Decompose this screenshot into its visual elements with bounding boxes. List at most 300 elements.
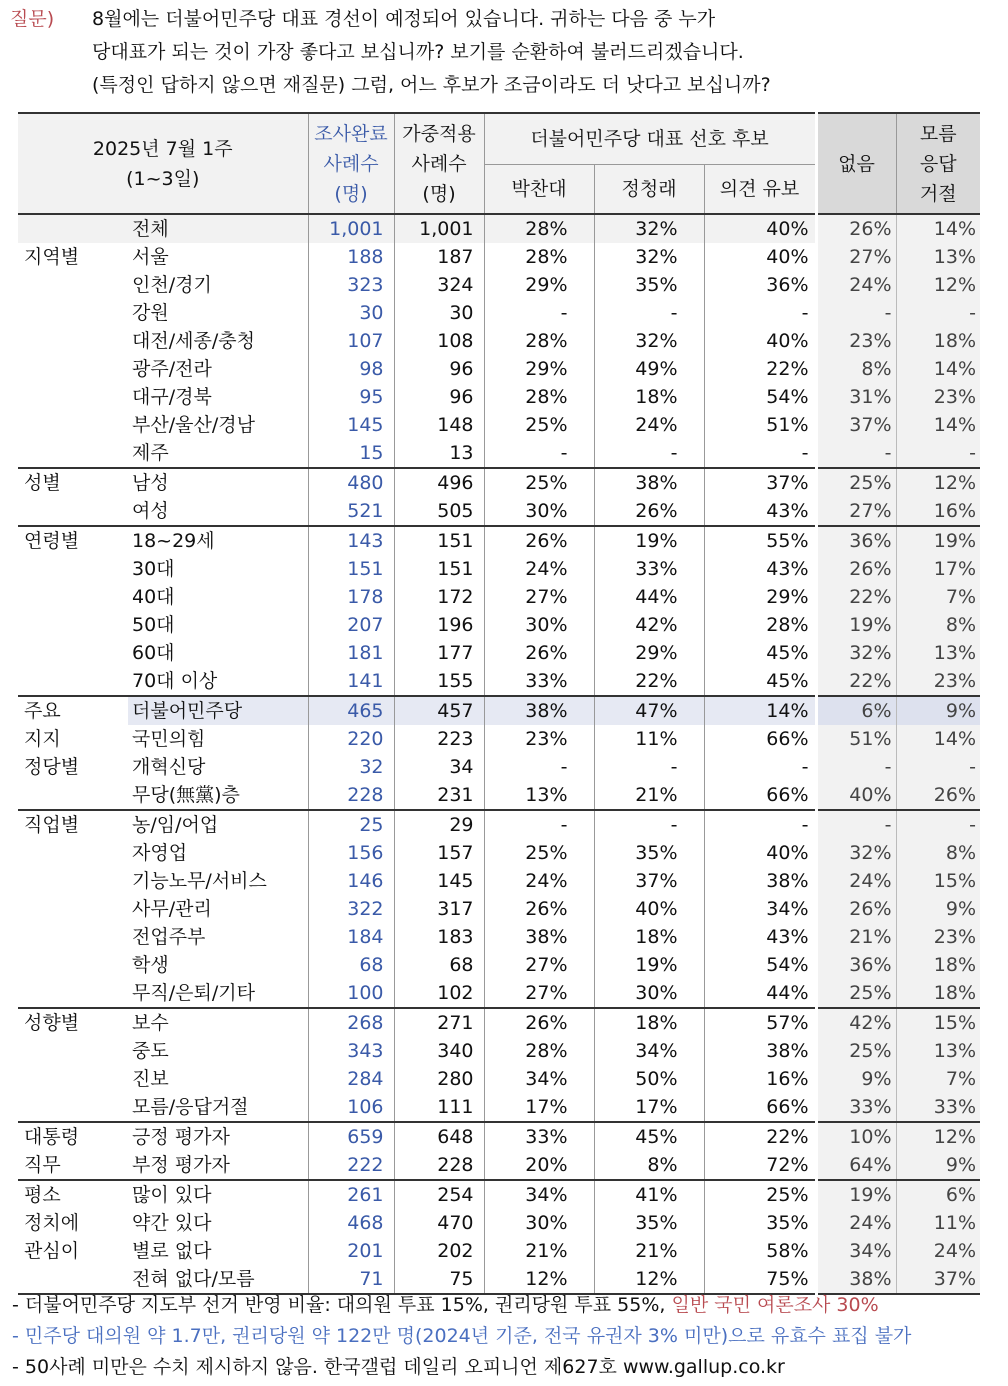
park-pct-cell: 24% [484, 555, 594, 583]
none-pct-cell: - [816, 439, 896, 468]
sample-weighted-cell: 111 [394, 1093, 484, 1122]
sample-done-cell: 98 [308, 355, 394, 383]
park-pct-cell: - [484, 753, 594, 781]
candidate-header-reserved: 의견 유보 [704, 165, 816, 215]
row-label: 대전/세종/충청 [132, 330, 255, 352]
park-pct-cell: 28% [484, 327, 594, 355]
reserved-pct-cell: 45% [704, 639, 816, 667]
jung-pct-cell: 33% [594, 555, 704, 583]
jung-pct-cell: 45% [594, 1122, 704, 1151]
none-pct-cell: 8% [816, 355, 896, 383]
reserved-pct-cell: 14% [704, 696, 816, 725]
sample-done-cell: 178 [308, 583, 394, 611]
jung-pct-cell: 32% [594, 214, 704, 243]
unknown-pct-cell: - [896, 753, 980, 781]
table-header [18, 113, 980, 214]
park-pct-cell: 26% [484, 526, 594, 555]
sample-weighted-cell: 196 [394, 611, 484, 639]
sample-weighted-cell: 470 [394, 1209, 484, 1237]
unknown-pct-cell: 18% [896, 979, 980, 1008]
none-pct-cell: 24% [816, 867, 896, 895]
sample-done-cell: 343 [308, 1037, 394, 1065]
reserved-pct-cell: 66% [704, 781, 816, 810]
row-group-label [18, 355, 128, 383]
none-pct-cell: 64% [816, 1151, 896, 1180]
table-row [18, 526, 980, 555]
jung-pct-cell: 38% [594, 468, 704, 497]
reserved-pct-cell: - [704, 299, 816, 327]
sample-done-cell: 95 [308, 383, 394, 411]
unknown-pct-cell: 15% [896, 1008, 980, 1037]
none-pct-cell: 10% [816, 1122, 896, 1151]
sample-done-cell: 521 [308, 497, 394, 526]
park-pct-cell: 26% [484, 895, 594, 923]
question-label: 질문) [10, 8, 55, 30]
footnotes [12, 1290, 1002, 1383]
sample-done-cell: 480 [308, 468, 394, 497]
candidate-header-jung: 정청래 [594, 165, 704, 215]
jung-pct-cell: 18% [594, 1008, 704, 1037]
table-row [18, 725, 980, 753]
sample-done-cell: 181 [308, 639, 394, 667]
row-label: 제주 [128, 439, 308, 468]
reserved-pct-cell: 29% [704, 583, 816, 611]
park-pct-cell: 17% [484, 1093, 594, 1122]
row-group-label: 성별 [24, 472, 61, 494]
sample-weighted-cell: 96 [394, 383, 484, 411]
sample-done-cell: 322 [308, 895, 394, 923]
row-label: 전체 [132, 218, 169, 240]
footnote-1-highlight: 일반 국민 여론조사 30% [671, 1294, 879, 1316]
park-pct-cell: 33% [484, 667, 594, 696]
reserved-pct-cell: 66% [704, 725, 816, 753]
reserved-pct-cell: 43% [704, 497, 816, 526]
row-label: 70대 이상 [128, 667, 308, 696]
jung-pct-cell: 32% [594, 327, 704, 355]
unknown-pct-cell: 13% [896, 243, 980, 271]
row-label: 부정 평가자 [128, 1151, 308, 1180]
none-pct-cell: - [816, 299, 896, 327]
none-pct-cell: 22% [816, 583, 896, 611]
table-row [18, 867, 980, 895]
row-label: 50대 [132, 614, 175, 636]
sample-done-cell: 220 [308, 725, 394, 753]
sample-done-cell: 68 [308, 951, 394, 979]
table-row [18, 979, 980, 1008]
sample-done-cell: 222 [308, 1151, 394, 1180]
row-label: 중도 [132, 1040, 169, 1062]
none-pct-cell: 42% [816, 1008, 896, 1037]
unknown-pct-cell: 23% [896, 923, 980, 951]
row-group-label [18, 1093, 128, 1122]
sample-done-cell: 141 [308, 667, 394, 696]
sample-weighted-cell: 34 [394, 753, 484, 781]
park-pct-cell: - [484, 810, 594, 839]
none-pct-cell: 24% [816, 271, 896, 299]
unknown-pct-cell: 19% [896, 526, 980, 555]
row-label: 광주/전라 [132, 358, 212, 380]
reserved-pct-cell: 45% [704, 667, 816, 696]
row-group-label [18, 667, 128, 696]
row-label: 학생 [132, 954, 169, 976]
sample-weighted-cell: 228 [394, 1151, 484, 1180]
none-pct-cell: - [816, 753, 896, 781]
row-label: 농/임/어업 [132, 814, 219, 836]
jung-pct-cell: 47% [594, 696, 704, 725]
sample-done-cell: 659 [308, 1122, 394, 1151]
row-group-label [18, 583, 128, 611]
reserved-pct-cell: 22% [704, 1122, 816, 1151]
row-label: 강원 [132, 302, 169, 324]
sample-done-cell: 1,001 [308, 214, 394, 243]
row-group-label [18, 979, 128, 1008]
jung-pct-cell: 11% [594, 725, 704, 753]
candidate-group-header: 더불어민주당 대표 선호 후보 [484, 113, 816, 165]
jung-pct-cell: 37% [594, 867, 704, 895]
none-pct-cell: 38% [816, 1265, 896, 1294]
sample-weighted-cell: 317 [394, 895, 484, 923]
table-row [18, 667, 980, 696]
sample-done-cell: 107 [308, 327, 394, 355]
unknown-pct-cell: 23% [896, 667, 980, 696]
park-pct-cell: 26% [484, 639, 594, 667]
row-label: 여성 [128, 497, 308, 526]
sample-weighted-h3: (명) [422, 182, 456, 205]
reserved-pct-cell: 22% [704, 355, 816, 383]
reserved-pct-cell: 28% [704, 611, 816, 639]
row-group-label: 평소 [24, 1184, 61, 1206]
unknown-header [896, 113, 980, 214]
park-pct-cell: 28% [484, 383, 594, 411]
reserved-pct-cell: 43% [704, 555, 816, 583]
sample-done-cell: 15 [308, 439, 394, 468]
row-group-label: 지역별 [24, 246, 80, 268]
sample-done-cell: 145 [308, 411, 394, 439]
table-row [18, 753, 980, 781]
park-pct-cell: 13% [484, 781, 594, 810]
row-group-label [18, 1037, 128, 1065]
sample-done-h2: 사례수 [323, 152, 379, 175]
park-pct-cell: 28% [484, 243, 594, 271]
row-label: 무직/은퇴/기타 [128, 979, 308, 1008]
sample-weighted-cell: 148 [394, 411, 484, 439]
reserved-pct-cell: 57% [704, 1008, 816, 1037]
row-group-label [18, 1065, 128, 1093]
unknown-pct-cell: 12% [896, 1122, 980, 1151]
reserved-pct-cell: 75% [704, 1265, 816, 1294]
row-group-label [18, 383, 128, 411]
park-pct-cell: 25% [484, 839, 594, 867]
park-pct-cell: 38% [484, 696, 594, 725]
sample-done-cell: 207 [308, 611, 394, 639]
sample-done-cell: 106 [308, 1093, 394, 1122]
none-pct-cell: 32% [816, 639, 896, 667]
sample-done-cell: 284 [308, 1065, 394, 1093]
row-label: 별로 없다 [132, 1240, 212, 1262]
row-group-label [18, 867, 128, 895]
sample-weighted-cell: 145 [394, 867, 484, 895]
table-row [18, 327, 980, 355]
park-pct-cell: - [484, 439, 594, 468]
none-pct-cell: 22% [816, 667, 896, 696]
jung-pct-cell: 30% [594, 979, 704, 1008]
jung-pct-cell: - [594, 299, 704, 327]
none-pct-cell: - [816, 810, 896, 839]
table-row [18, 214, 980, 243]
sample-done-header [308, 113, 394, 214]
sample-weighted-cell: 648 [394, 1122, 484, 1151]
row-label: 국민의힘 [132, 728, 206, 750]
row-group-label: 연령별 [24, 530, 80, 552]
table-row [18, 639, 980, 667]
jung-pct-cell: 24% [594, 411, 704, 439]
table-row [18, 696, 980, 725]
none-pct-cell: 34% [816, 1237, 896, 1265]
unknown-pct-cell: 18% [896, 327, 980, 355]
unknown-pct-cell: - [896, 810, 980, 839]
table-row [18, 555, 980, 583]
sample-weighted-cell: 108 [394, 327, 484, 355]
row-label: 약간 있다 [132, 1212, 212, 1234]
sample-weighted-cell: 157 [394, 839, 484, 867]
reserved-pct-cell: 40% [704, 839, 816, 867]
row-group-label: 직업별 [24, 814, 80, 836]
unknown-pct-cell: - [896, 439, 980, 468]
sample-weighted-cell: 75 [394, 1265, 484, 1294]
sample-done-cell: 323 [308, 271, 394, 299]
unknown-h2: 응답 [919, 152, 957, 175]
jung-pct-cell: 40% [594, 895, 704, 923]
row-group-label: 대통령 [24, 1126, 80, 1148]
jung-pct-cell: 44% [594, 583, 704, 611]
jung-pct-cell: 17% [594, 1093, 704, 1122]
row-label: 기능노무/서비스 [132, 870, 267, 892]
sample-done-cell: 465 [308, 696, 394, 725]
table-row [18, 1093, 980, 1122]
park-pct-cell: 25% [484, 411, 594, 439]
sample-weighted-h1: 가중적용 [402, 122, 476, 145]
none-pct-cell: 27% [816, 243, 896, 271]
park-pct-cell: 21% [484, 1237, 594, 1265]
unknown-pct-cell: 13% [896, 639, 980, 667]
period-line-1: 2025년 7월 1주 [92, 137, 233, 160]
reserved-pct-cell: 40% [704, 327, 816, 355]
none-pct-cell: 9% [816, 1065, 896, 1093]
park-pct-cell: 38% [484, 923, 594, 951]
sample-weighted-h2: 사례수 [411, 152, 467, 175]
question-line-1: 8월에는 더불어민주당 대표 경선이 예정되어 있습니다. 귀하는 다음 중 누가 [92, 8, 716, 30]
sample-done-cell: 184 [308, 923, 394, 951]
table-row [18, 243, 980, 271]
row-label: 개혁신당 [132, 756, 206, 778]
row-group-label [18, 555, 128, 583]
table-row [18, 355, 980, 383]
sample-weighted-cell: 151 [394, 555, 484, 583]
period-header [18, 113, 308, 214]
row-label: 모름/응답거절 [128, 1093, 308, 1122]
park-pct-cell: - [484, 299, 594, 327]
sample-weighted-cell: 223 [394, 725, 484, 753]
footnote-2: - 민주당 대의원 약 1.7만, 권리당원 약 122만 명(2024년 기준, 전국 유권자 3% 미만)으로 유효수 표집 불가 [12, 1325, 912, 1347]
park-pct-cell: 26% [484, 1008, 594, 1037]
sample-weighted-cell: 271 [394, 1008, 484, 1037]
jung-pct-cell: 35% [594, 271, 704, 299]
none-pct-cell: 24% [816, 1209, 896, 1237]
row-label: 서울 [132, 246, 169, 268]
table-row [18, 951, 980, 979]
unknown-pct-cell: - [896, 299, 980, 327]
jung-pct-cell: 8% [594, 1151, 704, 1180]
row-group-label: 주요 [24, 700, 61, 722]
row-group-label: 정당별 [24, 756, 80, 778]
table-row [18, 1122, 980, 1151]
sample-weighted-cell: 183 [394, 923, 484, 951]
reserved-pct-cell: 34% [704, 895, 816, 923]
sample-done-cell: 100 [308, 979, 394, 1008]
park-pct-cell: 28% [484, 214, 594, 243]
row-group-label: 지지 [24, 728, 61, 750]
sample-done-cell: 32 [308, 753, 394, 781]
park-pct-cell: 27% [484, 951, 594, 979]
park-pct-cell: 30% [484, 1209, 594, 1237]
reserved-pct-cell: - [704, 810, 816, 839]
row-label: 전혀 없다/모름 [128, 1265, 308, 1294]
unknown-pct-cell: 12% [896, 271, 980, 299]
unknown-h3: 거절 [919, 182, 957, 205]
jung-pct-cell: 26% [594, 497, 704, 526]
table-row [18, 839, 980, 867]
reserved-pct-cell: 43% [704, 923, 816, 951]
sample-weighted-cell: 102 [394, 979, 484, 1008]
none-pct-cell: 21% [816, 923, 896, 951]
unknown-pct-cell: 12% [896, 468, 980, 497]
jung-pct-cell: - [594, 439, 704, 468]
row-label: 진보 [132, 1068, 169, 1090]
row-group-label: 정치에 [24, 1212, 80, 1234]
none-pct-cell: 19% [816, 611, 896, 639]
unknown-pct-cell: 7% [896, 1065, 980, 1093]
table-row [18, 468, 980, 497]
row-label: 긍정 평가자 [132, 1126, 230, 1148]
reserved-pct-cell: 16% [704, 1065, 816, 1093]
table-row [18, 810, 980, 839]
none-pct-cell: 25% [816, 1037, 896, 1065]
sample-weighted-cell: 172 [394, 583, 484, 611]
sample-weighted-cell: 202 [394, 1237, 484, 1265]
park-pct-cell: 29% [484, 355, 594, 383]
unknown-pct-cell: 6% [896, 1180, 980, 1209]
reserved-pct-cell: - [704, 753, 816, 781]
park-pct-cell: 27% [484, 583, 594, 611]
sample-weighted-cell: 96 [394, 355, 484, 383]
reserved-pct-cell: 44% [704, 979, 816, 1008]
none-pct-cell: 23% [816, 327, 896, 355]
park-pct-cell: 24% [484, 867, 594, 895]
jung-pct-cell: - [594, 753, 704, 781]
row-group-label [18, 411, 128, 439]
sample-weighted-cell: 340 [394, 1037, 484, 1065]
none-pct-cell: 36% [816, 951, 896, 979]
unknown-pct-cell: 14% [896, 411, 980, 439]
row-group-label [18, 781, 128, 810]
table-row [18, 271, 980, 299]
row-label: 사무/관리 [132, 898, 212, 920]
unknown-pct-cell: 23% [896, 383, 980, 411]
jung-pct-cell: 19% [594, 526, 704, 555]
park-pct-cell: 34% [484, 1180, 594, 1209]
sample-weighted-cell: 1,001 [394, 214, 484, 243]
jung-pct-cell: 35% [594, 839, 704, 867]
sample-weighted-cell: 68 [394, 951, 484, 979]
row-group-label [18, 439, 128, 468]
table-row [18, 923, 980, 951]
table-row [18, 895, 980, 923]
park-pct-cell: 27% [484, 979, 594, 1008]
row-group-label [18, 299, 128, 327]
reserved-pct-cell: - [704, 439, 816, 468]
row-label: 부산/울산/경남 [132, 414, 255, 436]
unknown-pct-cell: 15% [896, 867, 980, 895]
table-row [18, 299, 980, 327]
sample-weighted-cell: 151 [394, 526, 484, 555]
row-group-label [18, 839, 128, 867]
footnote-3: - 50사례 미만은 수치 제시하지 않음. 한국갤럽 데일리 오피니언 제627호 www.gallup.co.kr [12, 1356, 785, 1378]
jung-pct-cell: 29% [594, 639, 704, 667]
row-label: 60대 [132, 642, 175, 664]
park-pct-cell: 33% [484, 1122, 594, 1151]
row-group-label [18, 497, 128, 526]
sample-weighted-cell: 177 [394, 639, 484, 667]
row-label: 더불어민주당 [128, 696, 308, 725]
unknown-pct-cell: 14% [896, 355, 980, 383]
row-group-label [18, 951, 128, 979]
reserved-pct-cell: 35% [704, 1209, 816, 1237]
jung-pct-cell: 42% [594, 611, 704, 639]
sample-weighted-cell: 187 [394, 243, 484, 271]
jung-pct-cell: 32% [594, 243, 704, 271]
row-group-label [18, 214, 128, 243]
row-group-label [18, 923, 128, 951]
sample-weighted-cell: 496 [394, 468, 484, 497]
unknown-pct-cell: 11% [896, 1209, 980, 1237]
jung-pct-cell: 50% [594, 1065, 704, 1093]
sample-weighted-cell: 29 [394, 810, 484, 839]
none-pct-cell: 40% [816, 781, 896, 810]
unknown-pct-cell: 8% [896, 839, 980, 867]
table-row [18, 1008, 980, 1037]
table-row [18, 1209, 980, 1237]
sample-weighted-cell: 505 [394, 497, 484, 526]
unknown-pct-cell: 37% [896, 1265, 980, 1294]
table-row [18, 411, 980, 439]
sample-weighted-cell: 324 [394, 271, 484, 299]
none-pct-cell: 51% [816, 725, 896, 753]
none-pct-cell: 32% [816, 839, 896, 867]
sample-done-cell: 156 [308, 839, 394, 867]
none-pct-cell: 27% [816, 497, 896, 526]
jung-pct-cell: 34% [594, 1037, 704, 1065]
sample-done-cell: 261 [308, 1180, 394, 1209]
sample-done-cell: 25 [308, 810, 394, 839]
none-pct-cell: 31% [816, 383, 896, 411]
sample-weighted-cell: 30 [394, 299, 484, 327]
park-pct-cell: 12% [484, 1265, 594, 1294]
reserved-pct-cell: 25% [704, 1180, 816, 1209]
none-pct-cell: 36% [816, 526, 896, 555]
jung-pct-cell: 41% [594, 1180, 704, 1209]
unknown-pct-cell: 13% [896, 1037, 980, 1065]
sample-done-cell: 188 [308, 243, 394, 271]
